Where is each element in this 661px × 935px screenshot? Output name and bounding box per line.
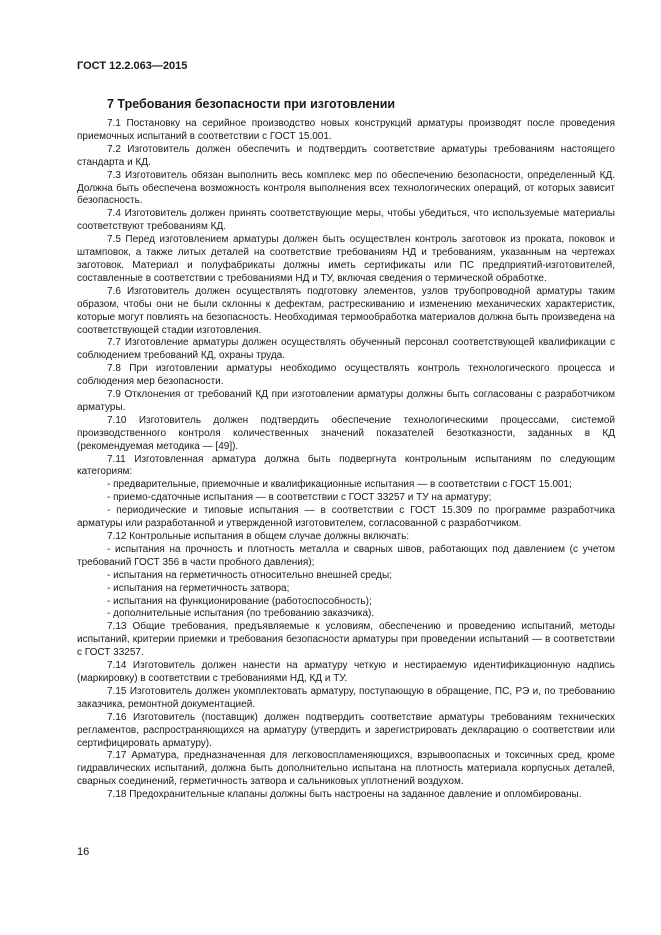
list-item: - испытания на герметичность относительно внешней среды;	[107, 569, 392, 581]
paragraph: 7.3 Изготовитель обязан выполнить весь комплекс мер по обеспечению безопасности, определенный КД. Должна быть обеспечена возможность контроля выполнения всех технологических операций, от которых зависит безопасность.	[77, 169, 615, 207]
list-item: - предварительные, приемочные и квалификационные испытания — в соответствии с ГОСТ 15.001;	[107, 479, 572, 491]
paragraph: 7.6 Изготовитель должен осуществлять подготовку элементов, узлов трубопроводной арматуры таким образом, чтобы они не были склонны к дефектам, растрескиванию и изменению механических характеристик, которые могут повлиять на безопасность. Необходимая термообработка материалов должна быть произведена на соответствующей стадии изготовления.	[77, 285, 615, 336]
paragraph: 7.9 Отклонения от требований КД при изготовлении арматуры должны быть согласованы с разработчиком арматуры.	[77, 389, 615, 413]
paragraph: 7.1 Постановку на серийное производство новых конструкций арматуры производят после проведения приемочных испытаний в соответствии с ГОСТ 15.001.	[77, 118, 615, 142]
list-item: - периодические и типовые испытания — в соответствии с ГОСТ 15.309 по программе разработчика арматуры или разработанной и утвержденной изготовителем, согласованной с разработчиком.	[77, 505, 615, 530]
paragraph: 7.14 Изготовитель должен нанести на арматуру четкую и нестираемую идентификационную надпись (маркировку) в соответствии с требованиями НД, КД и ТУ.	[77, 660, 615, 684]
list-item: - испытания на прочность и плотность металла и сварных швов, работающих под давлением (с учетом требований ГОСТ 356 в части пробного давления);	[77, 543, 615, 568]
paragraph: 7.17 Арматура, предназначенная для легковоспламеняющихся, взрывоопасных и токсичных сред, кроме гидравлических испытаний, должна быть дополнительно испытана на плотность материала корпусных деталей, сварных соединений, герметичность затвора и сальниковых уплотнений воздухом.	[77, 750, 615, 788]
list-item: - дополнительные испытания (по требованию заказчика).	[107, 608, 375, 620]
paragraph: 7.16 Изготовитель (поставщик) должен подтвердить соответствие арматуры требованиям технических регламентов, распространяющихся на арматуру (утвердить и зарегистрировать декларацию о соответствии или сертифицировать арматуру).	[77, 711, 615, 749]
paragraph: 7.7 Изготовление арматуры должен осуществлять обученный персонал соответствующей квалификации с соблюдением требований КД, охраны труда.	[77, 337, 615, 362]
paragraph: 7.11 Изготовленная арматура должна быть подвергнута контрольным испытаниям по следующим категориям:	[77, 453, 615, 478]
paragraph: 7.4 Изготовитель должен принять соответствующие меры, чтобы убедиться, что используемые материалы соответствуют требованиям КД.	[77, 208, 615, 233]
paragraph: 7.8 При изготовлении арматуры необходимо осуществлять контроль технологического процесса и соблюдения мер безопасности.	[77, 363, 615, 388]
paragraph: 7.12 Контрольные испытания в общем случае должны включать:	[107, 531, 410, 542]
section-title: 7 Требования безопасности при изготовлении	[107, 97, 396, 111]
paragraph: 7.5 Перед изготовлением арматуры должен быть осуществлен контроль заготовок из проката, поковок и штамповок, а также литых деталей на соответствие требованиям НД и требованиям, указанным на чертежах заготовок. Материал и полуфабрикаты должны иметь сертификаты или ПС предприятий-изготовителей, составленные в соответствии с требованиями НД и ТУ, включая сведения о термической обработке.	[77, 234, 615, 284]
list-item: - приемо-сдаточные испытания — в соответствии с ГОСТ 33257 и ТУ на арматуру;	[107, 492, 492, 504]
paragraph: 7.15 Изготовитель должен укомплектовать арматуру, поступающую в обращение, ПС, РЭ и, по требованию заказчика, ремонтной документацией.	[77, 685, 615, 710]
paragraph: 7.10 Изготовитель должен подтвердить обеспечение технологическими процессами, системой производственного контроля количественных значений показателей безотказности, заданных в КД (рекомендуемая методика — [49]).	[77, 414, 615, 452]
paragraph: 7.13 Общие требования, предъявляемые к условиям, обеспечению и проведению испытаний, методы испытаний, критерии приемки и требования безопасности арматуры при проведении испытаний — в соответствии с ГОСТ 33257.	[77, 621, 615, 659]
paragraph: 7.2 Изготовитель должен обеспечить и подтвердить соответствие арматуры требованиям настоящего стандарта и КД.	[77, 143, 615, 168]
list-item: - испытания на герметичность затвора;	[107, 582, 290, 594]
page-number: 16	[77, 846, 90, 858]
paragraph: 7.18 Предохранительные клапаны должны быть настроены на заданное давление и опломбированы.	[107, 789, 582, 801]
list-item: - испытания на функционирование (работоспособность);	[107, 595, 372, 607]
document-body	[77, 118, 615, 802]
standard-header: ГОСТ 12.2.063—2015	[77, 60, 188, 72]
